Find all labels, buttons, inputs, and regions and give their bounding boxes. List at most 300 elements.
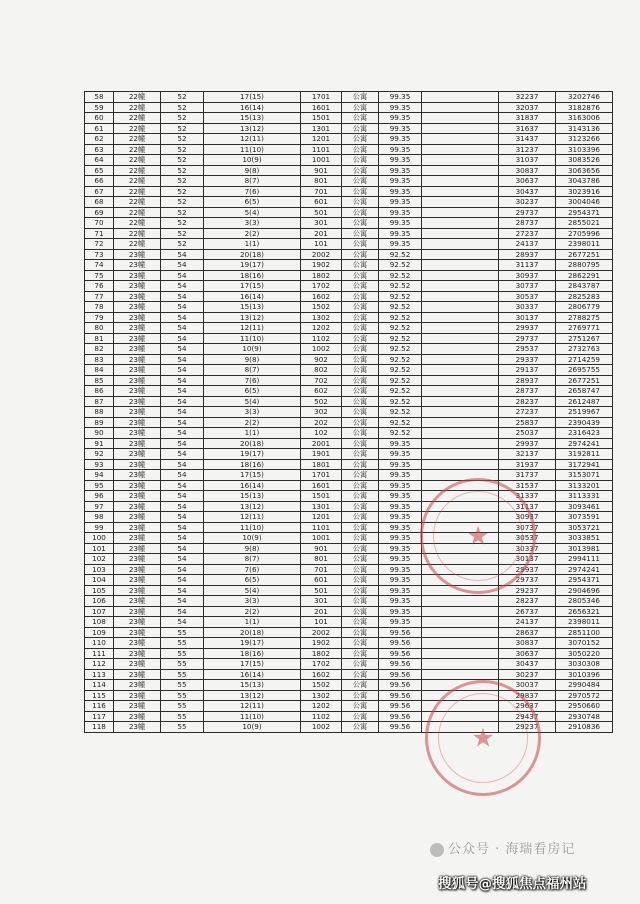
cell-floor: 13(12) — [204, 312, 301, 323]
cell-blank — [422, 722, 499, 733]
cell-unit-no: 52 — [161, 165, 204, 176]
cell-unit-price: 32137 — [499, 449, 556, 460]
cell-room-no: 1202 — [301, 701, 342, 712]
cell-floor: 5(4) — [204, 585, 301, 596]
cell-row-number: 95 — [85, 480, 114, 491]
cell-row-number: 92 — [85, 449, 114, 460]
cell-floor: 20(18) — [204, 249, 301, 260]
cell-area: 99.35 — [379, 522, 422, 533]
cell-row-number: 116 — [85, 701, 114, 712]
cell-room-no: 902 — [301, 354, 342, 365]
cell-blank — [422, 186, 499, 197]
cell-room-no: 1801 — [301, 459, 342, 470]
cell-blank — [422, 585, 499, 596]
cell-building: 22幢 — [114, 134, 161, 145]
cell-floor: 16(14) — [204, 291, 301, 302]
cell-unit-price: 24137 — [499, 239, 556, 250]
cell-blank — [422, 375, 499, 386]
cell-row-number: 113 — [85, 669, 114, 680]
table-row — [85, 470, 613, 481]
cell-unit-no: 54 — [161, 375, 204, 386]
cell-blank — [422, 470, 499, 481]
cell-unit-no: 52 — [161, 92, 204, 103]
cell-building: 23幢 — [114, 669, 161, 680]
cell-building: 23幢 — [114, 407, 161, 418]
cell-blank — [422, 606, 499, 617]
cell-usage: 公寓 — [342, 617, 379, 628]
seal-star-icon: ★ — [466, 520, 490, 551]
cell-total-price: 2950660 — [556, 701, 613, 712]
cell-usage: 公寓 — [342, 375, 379, 386]
cell-area: 92.52 — [379, 375, 422, 386]
table-row — [85, 638, 613, 649]
cell-building: 23幢 — [114, 596, 161, 607]
cell-unit-no: 54 — [161, 281, 204, 292]
cell-floor: 10(9) — [204, 722, 301, 733]
cell-blank — [422, 344, 499, 355]
cell-floor: 9(8) — [204, 354, 301, 365]
cell-total-price: 3093461 — [556, 501, 613, 512]
cell-floor: 19(17) — [204, 449, 301, 460]
cell-unit-no: 54 — [161, 617, 204, 628]
cell-unit-no: 54 — [161, 386, 204, 397]
cell-usage: 公寓 — [342, 281, 379, 292]
cell-building: 23幢 — [114, 606, 161, 617]
cell-unit-price: 30137 — [499, 312, 556, 323]
cell-building: 23幢 — [114, 270, 161, 281]
cell-unit-price: 29737 — [499, 207, 556, 218]
cell-row-number: 79 — [85, 312, 114, 323]
cell-usage: 公寓 — [342, 575, 379, 586]
cell-unit-price: 31337 — [499, 491, 556, 502]
cell-area: 99.35 — [379, 533, 422, 544]
cell-unit-price: 31537 — [499, 480, 556, 491]
cell-unit-no: 54 — [161, 491, 204, 502]
table-row — [85, 596, 613, 607]
cell-area: 99.35 — [379, 459, 422, 470]
cell-total-price: 3073591 — [556, 512, 613, 523]
cell-floor: 12(11) — [204, 323, 301, 334]
cell-unit-price: 30837 — [499, 165, 556, 176]
table-row — [85, 344, 613, 355]
cell-usage: 公寓 — [342, 459, 379, 470]
cell-room-no: 2001 — [301, 438, 342, 449]
cell-total-price: 2658747 — [556, 386, 613, 397]
cell-building: 23幢 — [114, 701, 161, 712]
cell-unit-price: 30337 — [499, 302, 556, 313]
cell-blank — [422, 564, 499, 575]
cell-row-number: 76 — [85, 281, 114, 292]
cell-unit-no: 55 — [161, 690, 204, 701]
cell-floor: 2(2) — [204, 228, 301, 239]
cell-row-number: 117 — [85, 711, 114, 722]
cell-blank — [422, 627, 499, 638]
cell-row-number: 101 — [85, 543, 114, 554]
cell-unit-no: 52 — [161, 123, 204, 134]
cell-room-no: 201 — [301, 228, 342, 239]
cell-area: 92.52 — [379, 344, 422, 355]
cell-total-price: 2677251 — [556, 375, 613, 386]
cell-blank — [422, 270, 499, 281]
cell-area: 92.52 — [379, 281, 422, 292]
cell-area: 99.35 — [379, 207, 422, 218]
cell-row-number: 110 — [85, 638, 114, 649]
cell-area: 99.35 — [379, 596, 422, 607]
cell-usage: 公寓 — [342, 249, 379, 260]
cell-area: 99.35 — [379, 449, 422, 460]
cell-blank — [422, 669, 499, 680]
table-row — [85, 102, 613, 113]
cell-building: 23幢 — [114, 365, 161, 376]
cell-row-number: 86 — [85, 386, 114, 397]
cell-usage: 公寓 — [342, 239, 379, 250]
cell-area: 99.35 — [379, 239, 422, 250]
cell-usage: 公寓 — [342, 680, 379, 691]
cell-floor: 16(14) — [204, 480, 301, 491]
cell-area: 92.52 — [379, 333, 422, 344]
cell-building: 22幢 — [114, 186, 161, 197]
table-row — [85, 680, 613, 691]
cell-unit-no: 54 — [161, 260, 204, 271]
cell-row-number: 62 — [85, 134, 114, 145]
table-row — [85, 722, 613, 733]
table-row — [85, 165, 613, 176]
cell-row-number: 99 — [85, 522, 114, 533]
cell-room-no: 301 — [301, 596, 342, 607]
cell-unit-price: 30537 — [499, 291, 556, 302]
cell-room-no: 2002 — [301, 627, 342, 638]
cell-building: 23幢 — [114, 711, 161, 722]
cell-unit-no: 54 — [161, 270, 204, 281]
cell-area: 99.56 — [379, 669, 422, 680]
cell-area: 99.35 — [379, 554, 422, 565]
cell-building: 22幢 — [114, 165, 161, 176]
cell-total-price: 3113331 — [556, 491, 613, 502]
cell-unit-price: 28737 — [499, 386, 556, 397]
cell-floor: 18(16) — [204, 459, 301, 470]
cell-total-price: 2714259 — [556, 354, 613, 365]
cell-area: 99.35 — [379, 501, 422, 512]
cell-unit-price: 29937 — [499, 564, 556, 575]
cell-total-price: 3083526 — [556, 155, 613, 166]
cell-blank — [422, 386, 499, 397]
cell-area: 92.52 — [379, 260, 422, 271]
cell-floor: 6(5) — [204, 197, 301, 208]
cell-building: 22幢 — [114, 197, 161, 208]
cell-room-no: 1501 — [301, 491, 342, 502]
cell-room-no: 1301 — [301, 123, 342, 134]
cell-usage: 公寓 — [342, 596, 379, 607]
table-row — [85, 291, 613, 302]
cell-unit-price: 30837 — [499, 638, 556, 649]
cell-floor: 12(11) — [204, 512, 301, 523]
cell-row-number: 106 — [85, 596, 114, 607]
cell-total-price: 2612487 — [556, 396, 613, 407]
cell-usage: 公寓 — [342, 417, 379, 428]
cell-room-no: 801 — [301, 176, 342, 187]
cell-unit-no: 52 — [161, 186, 204, 197]
cell-building: 23幢 — [114, 417, 161, 428]
cell-row-number: 98 — [85, 512, 114, 523]
cell-blank — [422, 711, 499, 722]
cell-blank — [422, 459, 499, 470]
cell-area: 99.35 — [379, 176, 422, 187]
cell-room-no: 1001 — [301, 155, 342, 166]
cell-room-no: 1102 — [301, 333, 342, 344]
cell-total-price: 3063656 — [556, 165, 613, 176]
cell-floor: 7(6) — [204, 564, 301, 575]
cell-floor: 12(11) — [204, 701, 301, 712]
wechat-icon — [430, 843, 444, 857]
cell-area: 99.56 — [379, 648, 422, 659]
cell-building: 23幢 — [114, 617, 161, 628]
cell-unit-price: 31937 — [499, 459, 556, 470]
cell-floor: 10(9) — [204, 344, 301, 355]
cell-room-no: 1202 — [301, 323, 342, 334]
cell-unit-price: 29737 — [499, 575, 556, 586]
cell-blank — [422, 218, 499, 229]
cell-row-number: 115 — [85, 690, 114, 701]
cell-floor: 15(13) — [204, 302, 301, 313]
cell-building: 22幢 — [114, 239, 161, 250]
wechat-watermark — [430, 838, 575, 857]
cell-unit-price: 26737 — [499, 606, 556, 617]
cell-area: 92.52 — [379, 428, 422, 439]
table-row — [85, 533, 613, 544]
cell-total-price: 2769771 — [556, 323, 613, 334]
table-row — [85, 239, 613, 250]
cell-blank — [422, 543, 499, 554]
cell-building: 23幢 — [114, 449, 161, 460]
cell-unit-no: 55 — [161, 659, 204, 670]
cell-unit-no: 54 — [161, 554, 204, 565]
cell-floor: 17(15) — [204, 659, 301, 670]
cell-room-no: 701 — [301, 564, 342, 575]
cell-unit-no: 54 — [161, 407, 204, 418]
cell-blank — [422, 638, 499, 649]
cell-row-number: 75 — [85, 270, 114, 281]
cell-area: 99.35 — [379, 617, 422, 628]
cell-area: 99.35 — [379, 92, 422, 103]
cell-area: 92.52 — [379, 302, 422, 313]
table-row — [85, 218, 613, 229]
cell-unit-no: 52 — [161, 218, 204, 229]
cell-room-no: 1601 — [301, 102, 342, 113]
cell-unit-no: 54 — [161, 585, 204, 596]
cell-room-no: 101 — [301, 239, 342, 250]
cell-blank — [422, 260, 499, 271]
cell-room-no: 801 — [301, 554, 342, 565]
cell-blank — [422, 680, 499, 691]
cell-total-price: 2855021 — [556, 218, 613, 229]
cell-unit-no: 55 — [161, 680, 204, 691]
cell-blank — [422, 596, 499, 607]
cell-usage: 公寓 — [342, 228, 379, 239]
cell-blank — [422, 207, 499, 218]
cell-usage: 公寓 — [342, 491, 379, 502]
cell-blank — [422, 491, 499, 502]
cell-total-price: 2974241 — [556, 438, 613, 449]
cell-blank — [422, 281, 499, 292]
cell-floor: 5(4) — [204, 396, 301, 407]
cell-unit-no: 54 — [161, 512, 204, 523]
cell-area: 99.35 — [379, 155, 422, 166]
cell-usage: 公寓 — [342, 354, 379, 365]
cell-unit-price: 31237 — [499, 144, 556, 155]
seal-star-icon: ★ — [471, 722, 495, 753]
cell-row-number: 104 — [85, 575, 114, 586]
cell-building: 22幢 — [114, 218, 161, 229]
cell-floor: 11(10) — [204, 711, 301, 722]
cell-building: 23幢 — [114, 291, 161, 302]
cell-blank — [422, 407, 499, 418]
cell-floor: 5(4) — [204, 207, 301, 218]
cell-area: 99.35 — [379, 564, 422, 575]
cell-area: 99.56 — [379, 627, 422, 638]
cell-total-price: 3050220 — [556, 648, 613, 659]
cell-room-no: 1201 — [301, 134, 342, 145]
cell-floor: 15(13) — [204, 491, 301, 502]
cell-row-number: 118 — [85, 722, 114, 733]
cell-total-price: 3172941 — [556, 459, 613, 470]
cell-area: 92.52 — [379, 312, 422, 323]
cell-blank — [422, 438, 499, 449]
table-row — [85, 543, 613, 554]
cell-unit-price: 28237 — [499, 596, 556, 607]
cell-floor: 18(16) — [204, 270, 301, 281]
cell-building: 23幢 — [114, 501, 161, 512]
cell-blank — [422, 291, 499, 302]
cell-total-price: 3182876 — [556, 102, 613, 113]
cell-unit-no: 54 — [161, 564, 204, 575]
cell-unit-no: 55 — [161, 711, 204, 722]
cell-building: 23幢 — [114, 354, 161, 365]
cell-area: 92.52 — [379, 249, 422, 260]
cell-total-price: 2398011 — [556, 617, 613, 628]
cell-unit-no: 54 — [161, 438, 204, 449]
cell-building: 22幢 — [114, 102, 161, 113]
cell-blank — [422, 312, 499, 323]
cell-unit-price: 30737 — [499, 281, 556, 292]
cell-room-no: 501 — [301, 207, 342, 218]
cell-blank — [422, 480, 499, 491]
cell-unit-price: 29337 — [499, 354, 556, 365]
cell-room-no: 1502 — [301, 302, 342, 313]
cell-building: 23幢 — [114, 281, 161, 292]
cell-usage: 公寓 — [342, 449, 379, 460]
table-row — [85, 659, 613, 670]
cell-unit-price: 30237 — [499, 197, 556, 208]
cell-blank — [422, 617, 499, 628]
cell-room-no: 1101 — [301, 144, 342, 155]
cell-room-no: 1901 — [301, 449, 342, 460]
cell-room-no: 1101 — [301, 522, 342, 533]
cell-unit-no: 52 — [161, 228, 204, 239]
cell-total-price: 2705996 — [556, 228, 613, 239]
cell-row-number: 83 — [85, 354, 114, 365]
cell-row-number: 60 — [85, 113, 114, 124]
cell-unit-price: 29537 — [499, 344, 556, 355]
cell-unit-no: 54 — [161, 365, 204, 376]
cell-area: 92.52 — [379, 396, 422, 407]
cell-floor: 7(6) — [204, 375, 301, 386]
cell-row-number: 103 — [85, 564, 114, 575]
cell-floor: 19(17) — [204, 260, 301, 271]
cell-floor: 17(15) — [204, 281, 301, 292]
cell-usage: 公寓 — [342, 365, 379, 376]
cell-floor: 19(17) — [204, 638, 301, 649]
cell-unit-no: 54 — [161, 596, 204, 607]
cell-unit-no: 54 — [161, 396, 204, 407]
cell-total-price: 2994111 — [556, 554, 613, 565]
cell-floor: 15(13) — [204, 113, 301, 124]
cell-unit-price: 30737 — [499, 522, 556, 533]
cell-unit-price: 31137 — [499, 501, 556, 512]
table-row — [85, 564, 613, 575]
cell-row-number: 71 — [85, 228, 114, 239]
cell-row-number: 87 — [85, 396, 114, 407]
cell-blank — [422, 522, 499, 533]
cell-total-price: 3023916 — [556, 186, 613, 197]
cell-total-price: 2910836 — [556, 722, 613, 733]
cell-room-no: 1201 — [301, 512, 342, 523]
cell-blank — [422, 365, 499, 376]
cell-blank — [422, 323, 499, 334]
table-row — [85, 711, 613, 722]
cell-row-number: 91 — [85, 438, 114, 449]
cell-total-price: 2788275 — [556, 312, 613, 323]
cell-room-no: 1601 — [301, 480, 342, 491]
cell-blank — [422, 428, 499, 439]
cell-unit-price: 29237 — [499, 722, 556, 733]
cell-usage: 公寓 — [342, 197, 379, 208]
table-row — [85, 186, 613, 197]
cell-unit-price: 31437 — [499, 134, 556, 145]
cell-row-number: 93 — [85, 459, 114, 470]
cell-usage: 公寓 — [342, 627, 379, 638]
cell-building: 23幢 — [114, 554, 161, 565]
cell-area: 99.35 — [379, 197, 422, 208]
cell-blank — [422, 113, 499, 124]
cell-floor: 17(15) — [204, 92, 301, 103]
table-row — [85, 302, 613, 313]
cell-unit-price: 28737 — [499, 218, 556, 229]
cell-unit-price: 30437 — [499, 659, 556, 670]
cell-usage: 公寓 — [342, 113, 379, 124]
cell-room-no: 1502 — [301, 680, 342, 691]
cell-building: 23幢 — [114, 480, 161, 491]
cell-building: 22幢 — [114, 123, 161, 134]
price-table — [84, 91, 613, 733]
cell-unit-price: 28637 — [499, 627, 556, 638]
table-row — [85, 134, 613, 145]
cell-floor: 6(5) — [204, 575, 301, 586]
cell-building: 23幢 — [114, 470, 161, 481]
cell-building: 23幢 — [114, 648, 161, 659]
cell-room-no: 1602 — [301, 291, 342, 302]
cell-unit-no: 54 — [161, 543, 204, 554]
table-row — [85, 554, 613, 565]
cell-unit-price: 30637 — [499, 176, 556, 187]
cell-row-number: 96 — [85, 491, 114, 502]
table-row — [85, 312, 613, 323]
cell-blank — [422, 123, 499, 134]
table-row — [85, 669, 613, 680]
cell-unit-price: 24137 — [499, 617, 556, 628]
cell-floor: 11(10) — [204, 333, 301, 344]
table-row — [85, 144, 613, 155]
cell-usage: 公寓 — [342, 312, 379, 323]
